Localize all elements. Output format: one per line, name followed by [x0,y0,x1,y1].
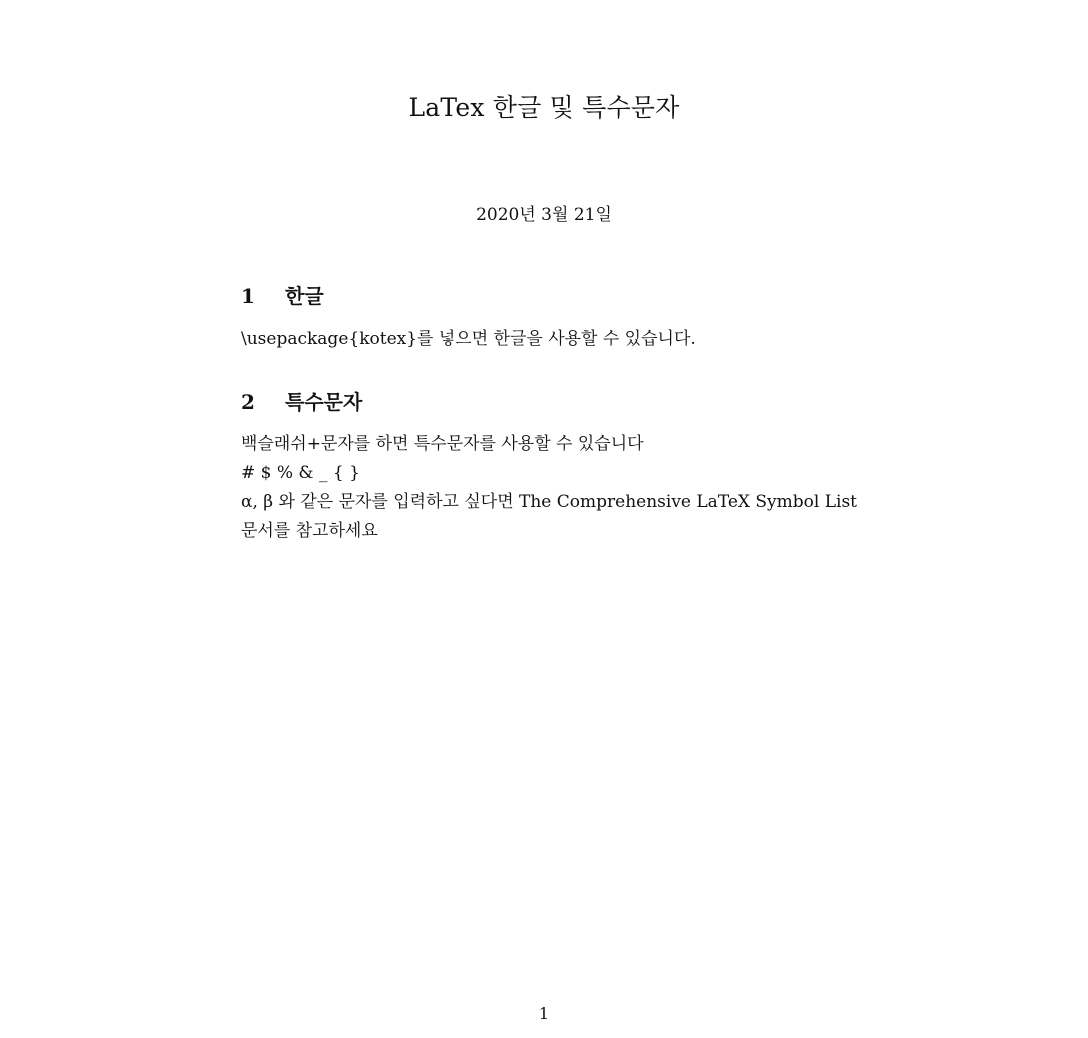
body-line: \usepackage{kotex}를 넣으면 한글을 사용할 수 있습니다. [241,329,696,349]
document-title: LaTex 한글 및 특수문자 [408,93,680,122]
section-number: 2 [241,390,255,414]
section-title: 특수문자 [285,390,363,414]
body-line: 백슬래쉬+문자를 하면 특수문자를 사용할 수 있습니다 [241,434,644,454]
body-line: 문서를 참고하세요 [241,521,378,541]
document-date: 2020년 3월 21일 [476,205,612,225]
section-heading-2 [241,386,362,415]
special-characters-line: # $ % & _ { } [241,463,360,483]
section-heading-1 [241,280,324,309]
section-1-body [241,325,696,354]
section-2-body [241,430,857,546]
page-number: 1 [538,1004,550,1023]
body-line: α, β 와 같은 문자를 입력하고 싶다면 The Comprehensive LaTeX Symbol List [241,492,858,512]
section-title: 한글 [285,284,324,308]
section-number: 1 [241,284,255,308]
